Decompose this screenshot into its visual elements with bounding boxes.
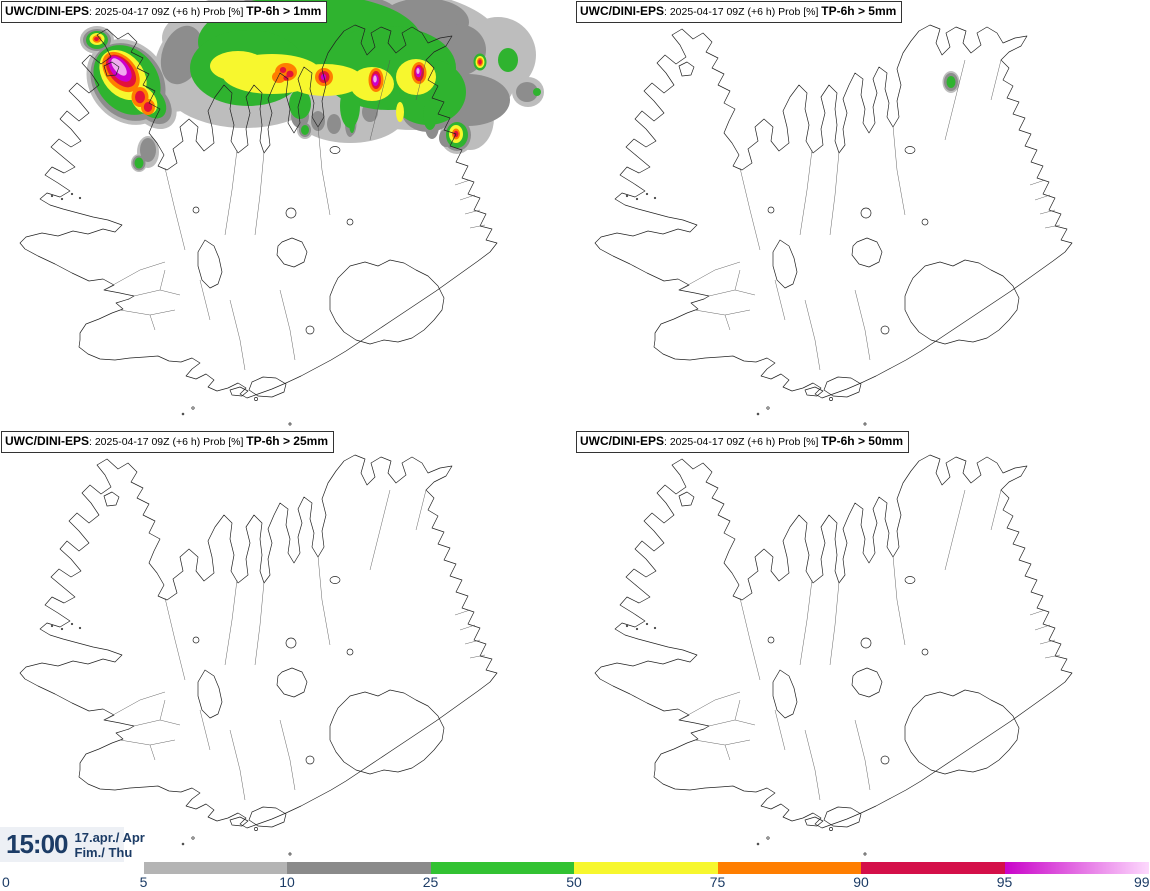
colorbar-label-90: 90 <box>853 874 869 890</box>
colorbar-segment-95-99 <box>1005 862 1149 874</box>
precip-probability-overlay <box>943 71 960 93</box>
colorbar-segment-25-50 <box>431 862 575 874</box>
colorbar-label-5: 5 <box>139 874 148 890</box>
model-name: UWC/DINI-EPS <box>5 4 89 18</box>
colorbar-segment-0-5 <box>0 862 144 874</box>
threshold-label: TP-6h > 1mm <box>246 4 322 18</box>
panel-title-5mm <box>576 1 902 23</box>
green-cell-dot <box>947 76 956 88</box>
colorbar-segment-10-25 <box>287 862 431 874</box>
valid-time: 15:00 <box>6 829 68 859</box>
colorbar-labels <box>0 874 1150 891</box>
panel-title-25mm <box>1 431 334 453</box>
colorbar-segment-50-75 <box>574 862 718 874</box>
colorbar-label-99: 99 <box>1133 874 1150 890</box>
panel-title-50mm <box>576 431 909 453</box>
colorbar-label-95: 95 <box>996 874 1013 890</box>
model-name: UWC/DINI-EPS <box>5 434 89 448</box>
valid-date <box>75 830 145 860</box>
valid-date-line2: Fim./ Thu <box>74 844 133 860</box>
map-panel-tp6h-gt-1mm <box>0 0 575 430</box>
map-panel-tp6h-gt-50mm <box>575 430 1150 860</box>
run-info: : 2025-04-17 09Z (+6 h) Prob [%] <box>664 6 822 18</box>
threshold-label: TP-6h > 50mm <box>821 434 903 448</box>
colorbar-segment-90-95 <box>861 862 1005 874</box>
run-info: : 2025-04-17 09Z (+6 h) Prob [%] <box>89 6 247 18</box>
colorbar-label-75: 75 <box>709 874 726 890</box>
colorbar-segment-75-90 <box>718 862 862 874</box>
colorbar-segment-5-10 <box>144 862 288 874</box>
colorbar-label-50: 50 <box>566 874 582 890</box>
threshold-label: TP-6h > 5mm <box>821 4 897 18</box>
colorbar-label-10: 10 <box>279 874 295 890</box>
map-panel-tp6h-gt-25mm <box>0 430 575 860</box>
precip-probability-overlay <box>69 0 544 172</box>
valid-date-line1: 17.apr./ Apr <box>74 829 145 845</box>
threshold-label: TP-6h > 25mm <box>246 434 328 448</box>
run-info: : 2025-04-17 09Z (+6 h) Prob [%] <box>664 436 822 448</box>
probability-colorbar <box>0 862 1148 874</box>
colorbar-label-25: 25 <box>422 874 439 890</box>
run-info: : 2025-04-17 09Z (+6 h) Prob [%] <box>89 436 247 448</box>
map-panel-tp6h-gt-5mm <box>575 0 1150 430</box>
model-name: UWC/DINI-EPS <box>580 434 664 448</box>
model-name: UWC/DINI-EPS <box>580 4 664 18</box>
colorbar-label-0: 0 <box>2 874 10 890</box>
panel-title-1mm <box>1 1 327 23</box>
valid-time-display <box>0 827 145 862</box>
